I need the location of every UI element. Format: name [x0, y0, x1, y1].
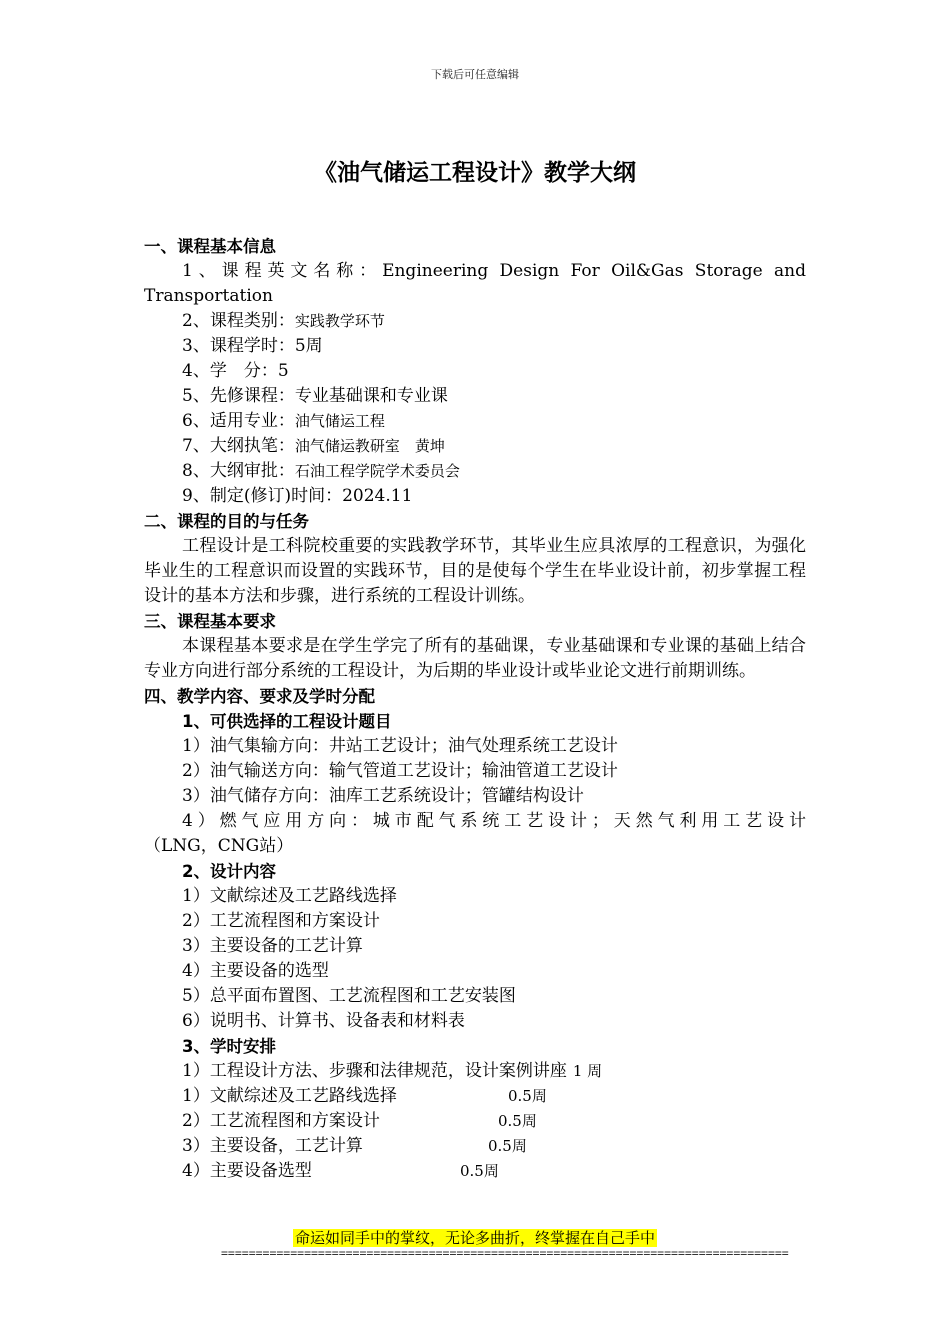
content-item: 4）主要设备的选型: [182, 961, 329, 981]
schedule-item: [144, 1109, 806, 1134]
course-category-label: 2、课程类别：: [182, 311, 295, 331]
applicable-major-label: 6、适用专业：: [182, 411, 295, 431]
schedule-value: 0.5周: [488, 1137, 527, 1155]
content-item: 6）说明书、计算书、设备表和材料表: [182, 1011, 465, 1031]
schedule-item: [144, 1159, 806, 1184]
schedule-value: 0.5周: [498, 1112, 537, 1130]
schedule-label: 1）工程设计方法、步骤和法律规范，设计案例讲座: [182, 1061, 567, 1081]
content-item: 5）总平面布置图、工艺流程图和工艺安装图: [182, 986, 516, 1006]
document-body: [144, 234, 806, 1184]
schedule-value: 1 周: [572, 1062, 603, 1080]
course-credits: 4、学 分：5: [182, 361, 289, 381]
footer-motto-text: 命运如同手中的掌纹，无论多曲折，终掌握在自己手中: [294, 1229, 655, 1247]
syllabus-approval: [144, 459, 806, 484]
applicable-major-value: 油气储运工程: [294, 412, 385, 430]
syllabus-approval-value: 石油工程学院学术委员会: [294, 462, 460, 480]
section-heading-basic-info: 一、课程基本信息: [144, 237, 276, 256]
course-hours: 3、课程学时：5周: [182, 336, 323, 356]
applicable-major: [144, 409, 806, 434]
schedule-label: 2）工艺流程图和方案设计: [182, 1111, 380, 1131]
footer-motto: [0, 1227, 950, 1248]
header-note: 下载后可任意编辑: [431, 68, 519, 81]
course-category-value: 实践教学环节: [294, 312, 385, 330]
schedule-item: [144, 1084, 806, 1109]
topic-item: 1）油气集输方向：井站工艺设计；油气处理系统工艺设计: [182, 736, 618, 756]
revision-date: 9、制定(修订)时间：2024.11: [182, 486, 413, 506]
topic-item: 4）燃气应用方向：城市配气系统工艺设计；天然气利用工艺设计: [182, 811, 806, 831]
course-category: [144, 309, 806, 334]
course-english-name: 1、课程英文名称：Engineering Design For Oil&Gas Storage and: [182, 261, 806, 281]
section-heading-content: 四、教学内容、要求及学时分配: [144, 687, 375, 706]
syllabus-author-label: 7、大纲执笔：: [182, 436, 295, 456]
schedule-item: [144, 1134, 806, 1159]
requirements-paragraph: 本课程基本要求是在学生学完了所有的基础课，专业基础课和专业课的基础上结合专业方向进行部分系统的工程设计，为后期的毕业设计或毕业论文进行前期训练。: [144, 636, 806, 681]
footer-rule: ==================================================================================: [221, 1246, 789, 1260]
topic-item: 3）油气储存方向：油库工艺系统设计；管罐结构设计: [182, 786, 584, 806]
schedule-label: 3）主要设备，工艺计算: [182, 1136, 363, 1156]
syllabus-author: [144, 434, 806, 459]
schedule-value: 0.5周: [508, 1087, 547, 1105]
content-item: 3）主要设备的工艺计算: [182, 936, 363, 956]
subheading-schedule: 3、学时安排: [182, 1037, 276, 1056]
course-english-name-cont: Transportation: [144, 286, 273, 306]
content-item: 2）工艺流程图和方案设计: [182, 911, 380, 931]
document-title: 《油气储运工程设计》教学大纲: [314, 160, 636, 186]
syllabus-approval-label: 8、大纲审批：: [182, 461, 295, 481]
content-item: 1）文献综述及工艺路线选择: [182, 886, 397, 906]
section-heading-requirements: 三、课程基本要求: [144, 612, 276, 631]
schedule-label: 4）主要设备选型: [182, 1161, 312, 1181]
prerequisites: 5、先修课程：专业基础课和专业课: [182, 386, 448, 406]
section-heading-objectives: 二、课程的目的与任务: [144, 512, 309, 531]
topic-item-cont: （LNG，CNG站）: [144, 836, 294, 856]
schedule-value: 0.5周: [460, 1162, 499, 1180]
objectives-paragraph: 工程设计是工科院校重要的实践教学环节，其毕业生应具浓厚的工程意识，为强化毕业生的工程意识而设置的实践环节，目的是使每个学生在毕业设计前，初步掌握工程设计的基本方法和步骤，进行系统的工程设计训练。: [144, 536, 806, 606]
subheading-topics: 1、可供选择的工程设计题目: [182, 712, 392, 731]
schedule-label: 1）文献综述及工艺路线选择: [182, 1086, 397, 1106]
topic-item: 2）油气输送方向：输气管道工艺设计；输油管道工艺设计: [182, 761, 618, 781]
subheading-design-content: 2、设计内容: [182, 862, 276, 881]
syllabus-author-value: 油气储运教研室 黄坤: [294, 437, 445, 455]
schedule-item: [144, 1059, 806, 1084]
